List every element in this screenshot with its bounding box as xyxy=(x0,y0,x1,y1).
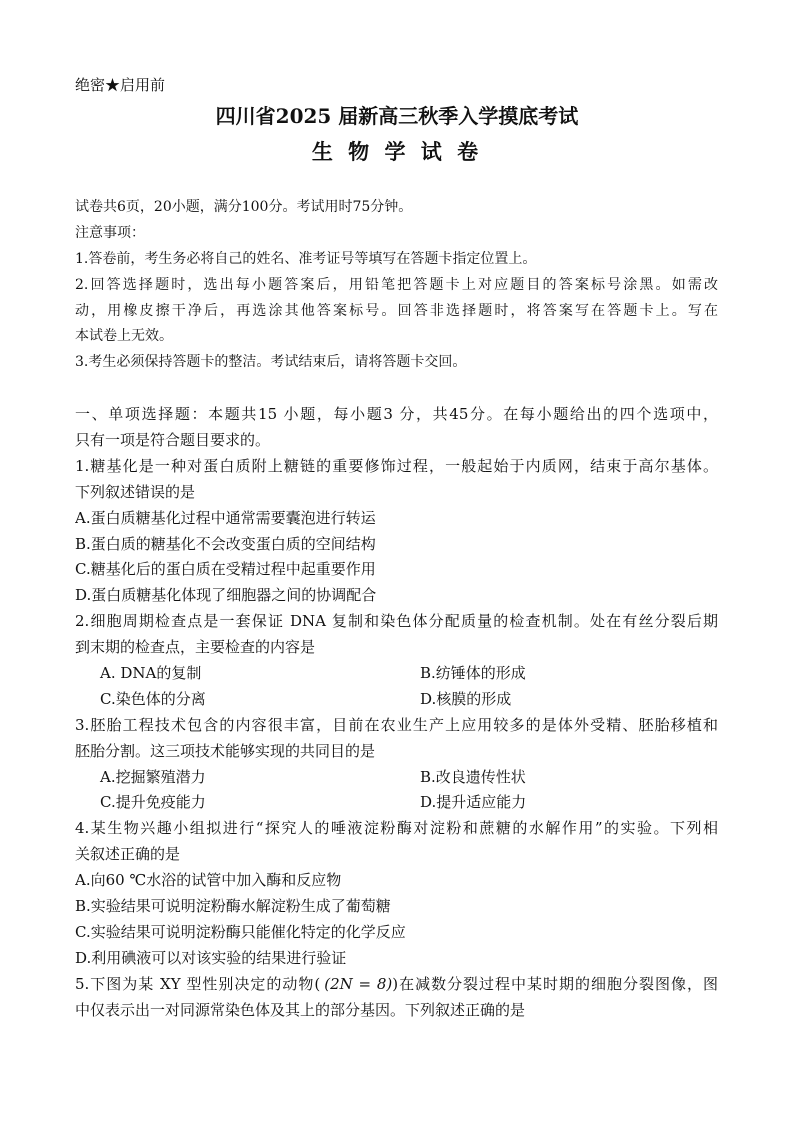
exam-subtitle: 生 物 学 试 卷 xyxy=(311,139,483,164)
exam-title: 四川省2025 届新高三秋季入学摸底考试 xyxy=(215,104,579,128)
question-2-options-row xyxy=(75,661,718,687)
section-heading: 只有一项是符合题目要求的。 xyxy=(75,431,271,450)
question-3-stem: 胚胎分割。这三项技术能够实现的共同目的是 xyxy=(75,741,376,760)
instructions-summary: 试卷共6页，20小题，满分100分。考试用时75分钟。 xyxy=(75,199,413,215)
question-1-option-a: A.蛋白质糖基化过程中通常需要囊泡进行转运 xyxy=(75,508,376,527)
instruction-line: 本试卷上无效。 xyxy=(75,328,173,345)
question-4-option-c: C.实验结果可说明淀粉酶只能催化特定的化学反应 xyxy=(75,922,406,941)
question-2-option-d: D.核膜的形成 xyxy=(420,689,512,708)
question-5-stem xyxy=(75,972,718,998)
question-1-stem: 1.糖基化是一种对蛋白质附上糖链的重要修饰过程，一般起始于内质网，结束于高尔基体。 xyxy=(75,456,718,475)
question-3-option-a: A.挖掘繁殖潜力 xyxy=(100,767,206,786)
instruction-line: 3.考生必须保持答题卡的整洁。考试结束后，请将答题卡交回。 xyxy=(75,354,467,371)
question-2-option-a: A. DNA的复制 xyxy=(100,664,202,683)
question-5-formula: (2N = 8) xyxy=(324,974,393,993)
question-2-options-row xyxy=(75,687,718,713)
question-2-option-c: C.染色体的分离 xyxy=(100,689,206,708)
question-5-stem: 中仅表示出一对同源常染色体及其上的部分基因。下列叙述正确的是 xyxy=(75,1000,526,1019)
question-3-options-row xyxy=(75,765,718,791)
question-3-option-c: C.提升免疫能力 xyxy=(100,793,206,812)
question-4-stem: 4.某生物兴趣小组拟进行“探究人的唾液淀粉酶对淀粉和蔗糖的水解作用”的实验。下列相 xyxy=(75,819,718,838)
question-3-option-d: D.提升适应能力 xyxy=(420,793,527,812)
question-4-stem: 关叙述正确的是 xyxy=(75,845,181,864)
question-4-option-a: A.向60 ℃水浴的试管中加入酶和反应物 xyxy=(75,871,342,890)
exam-content xyxy=(75,195,718,1024)
question-3-option-b: B.改良遗传性状 xyxy=(420,767,526,786)
question-5-stem-before: 5.下图为某 XY 型性别决定的动物( xyxy=(75,974,321,993)
question-5-stem-after: )在减数分裂过程中某时期的细胞分裂图像，图 xyxy=(392,974,718,993)
question-2-stem: 到末期的检查点，主要检查的内容是 xyxy=(75,638,316,657)
instruction-line: 动，用橡皮擦干净后，再选涂其他答案标号。回答非选择题时，将答案写在答题卡上。写在 xyxy=(75,302,718,319)
question-1-stem: 下列叙述错误的是 xyxy=(75,482,196,501)
question-1-option-d: D.蛋白质糖基化体现了细胞器之间的协调配合 xyxy=(75,586,377,605)
question-3-stem: 3.胚胎工程技术包含的内容很丰富，目前在农业生产上应用较多的是体外受精、胚胎移植和 xyxy=(75,715,718,734)
secret-label: 绝密★启用前 xyxy=(75,76,166,94)
spacer xyxy=(75,376,718,402)
instruction-line: 2.回答选择题时，选出每小题答案后，用铅笔把答题卡上对应题目的答案标号涂黑。如需改 xyxy=(75,276,718,293)
question-1-option-c: C.糖基化后的蛋白质在受精过程中起重要作用 xyxy=(75,560,376,579)
question-4-option-d: D.利用碘液可以对该实验的结果进行验证 xyxy=(75,948,347,967)
section-heading: 一、单项选择题：本题共15 小题，每小题3 分，共45分。在每小题给出的四个选项中， xyxy=(75,405,718,424)
question-2-option-b: B.纺锤体的形成 xyxy=(420,664,526,683)
instruction-line: 1.答卷前，考生务必将自己的姓名、准考证号等填写在答题卡指定位置上。 xyxy=(75,250,537,267)
question-4-option-b: B.实验结果可说明淀粉酶水解淀粉生成了葡萄糖 xyxy=(75,897,391,916)
question-2-stem: 2.细胞周期检查点是一套保证 DNA 复制和染色体分配质量的检查机制。处在有丝分裂后期 xyxy=(75,612,718,631)
question-3-options-row xyxy=(75,790,718,816)
question-1-option-b: B.蛋白质的糖基化不会改变蛋白质的空间结构 xyxy=(75,534,376,553)
instructions-heading: 注意事项： xyxy=(75,224,145,241)
